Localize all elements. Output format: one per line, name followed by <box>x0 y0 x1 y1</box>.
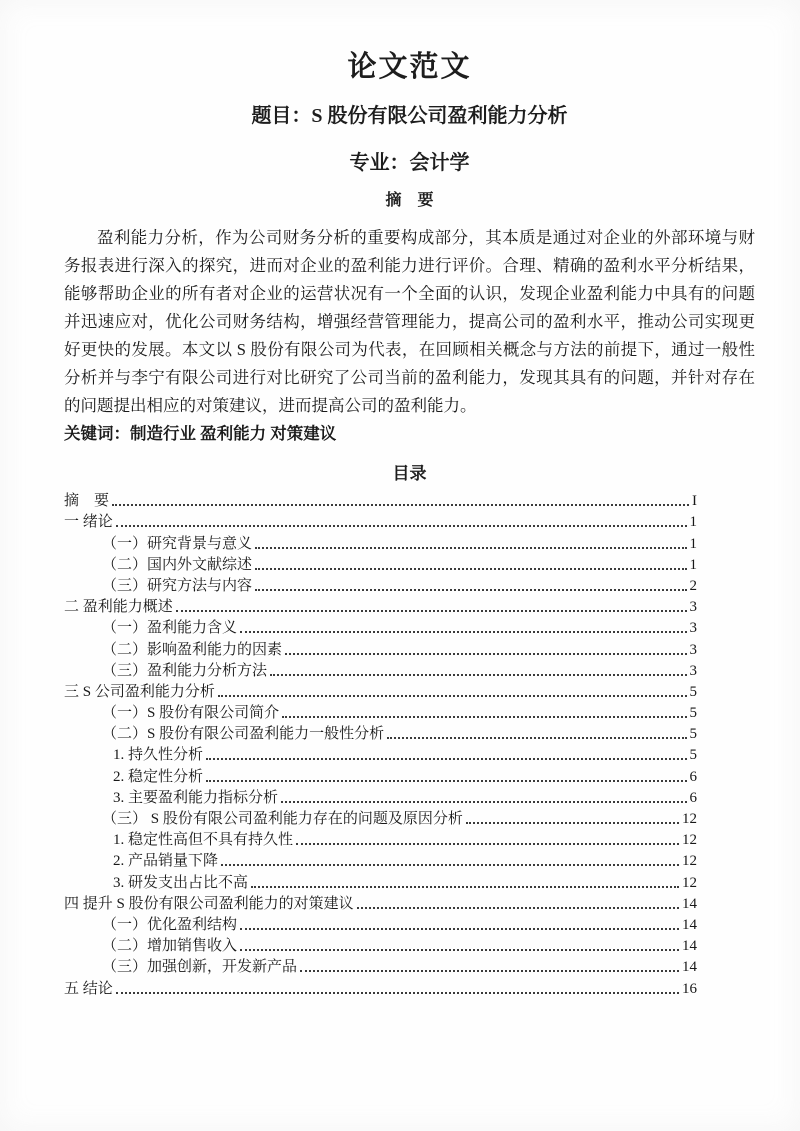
toc-page-number: 3 <box>689 620 697 637</box>
toc-entry <box>64 850 697 871</box>
toc-dot-leader <box>116 525 687 527</box>
toc-page-number: 5 <box>689 747 697 764</box>
toc-entry-label: 2. 产品销量下降 <box>113 853 219 870</box>
thesis-topic-line: 题目：S 股份有限公司盈利能力分析 <box>251 105 568 127</box>
toc-page-number: 1 <box>689 514 697 531</box>
toc-dot-leader <box>281 801 686 803</box>
toc-page-number: 2 <box>689 577 697 594</box>
toc-entry <box>64 660 697 681</box>
toc-dot-leader <box>387 737 686 739</box>
toc-entry-label: 一 绪论 <box>64 514 113 531</box>
toc-dot-leader <box>206 758 686 760</box>
toc-page-number: 14 <box>682 959 697 976</box>
toc-dot-leader <box>255 547 686 549</box>
toc-entry-label: （二）影响盈利能力的因素 <box>102 641 283 658</box>
toc-entry <box>64 681 697 702</box>
toc-dot-leader <box>206 780 686 782</box>
abstract-heading: 摘 要 <box>385 192 434 209</box>
toc-dot-leader <box>357 907 679 909</box>
toc-entry-label: （一）研究背景与意义 <box>102 535 253 552</box>
toc-entry-label: （三）盈利能力分析方法 <box>102 662 268 679</box>
toc-heading: 目录 <box>392 464 427 483</box>
toc-page-number: 12 <box>682 832 697 849</box>
toc-dot-leader <box>240 949 679 951</box>
toc-dot-leader <box>285 653 686 655</box>
toc-entry <box>64 744 697 765</box>
toc-entry <box>64 596 697 617</box>
toc-entry-label: （二）增加销售收入 <box>102 938 238 955</box>
toc-entry-label: 二 盈利能力概述 <box>64 599 173 616</box>
toc-entry-label: （三）加强创新，开发新产品 <box>102 959 298 976</box>
toc-entry <box>64 723 697 744</box>
toc-dot-leader <box>218 695 687 697</box>
toc-dot-leader <box>466 822 679 824</box>
toc-page-number: 3 <box>689 599 697 616</box>
toc-entry <box>64 532 697 553</box>
toc-page-number: 5 <box>689 726 697 743</box>
toc-entry-label: 1. 持久性分析 <box>113 747 204 764</box>
toc-dot-leader <box>240 631 686 633</box>
toc-list <box>64 490 697 999</box>
document-title: 论文范文 <box>347 51 472 83</box>
toc-dot-leader <box>296 843 679 845</box>
toc-entry <box>64 511 697 532</box>
toc-dot-leader <box>270 674 686 676</box>
toc-entry <box>64 935 697 956</box>
toc-entry <box>64 575 697 596</box>
toc-entry <box>64 490 697 511</box>
toc-entry <box>64 893 697 914</box>
toc-entry-label: （三） S 股份有限公司盈利能力存在的问题及原因分析 <box>102 811 463 827</box>
toc-page-number: 6 <box>689 789 697 806</box>
toc-dot-leader <box>112 504 689 506</box>
toc-dot-leader <box>221 864 679 866</box>
keywords-line: 关键词：制造行业 盈利能力 对策建议 <box>64 424 337 443</box>
toc-entry-label: （二）S 股份有限公司盈利能力一般性分析 <box>102 726 385 743</box>
toc-entry-label: 3. 主要盈利能力指标分析 <box>113 789 279 806</box>
toc-dot-leader <box>255 568 686 570</box>
toc-entry-label: 2. 稳定性分析 <box>113 768 204 785</box>
toc-page-number: 5 <box>689 683 697 700</box>
toc-entry-label: （二）国内外文献综述 <box>102 556 253 573</box>
toc-entry <box>64 871 697 892</box>
toc-entry <box>64 765 697 786</box>
toc-dot-leader <box>251 886 679 888</box>
document-content <box>64 50 755 485</box>
major-line: 专业：会计学 <box>349 152 470 174</box>
toc-entry <box>64 554 697 575</box>
toc-page-number: I <box>692 493 697 510</box>
toc-entry-label: 摘 要 <box>64 493 110 510</box>
toc-entry-label: （一）盈利能力含义 <box>102 620 238 637</box>
toc-page-number: 14 <box>682 895 697 912</box>
toc-entry-label: 3. 研发支出占比不高 <box>113 874 249 891</box>
toc-entry-label: 三 S 公司盈利能力分析 <box>64 683 215 700</box>
toc-entry <box>64 638 697 659</box>
toc-dot-leader <box>116 992 679 994</box>
toc-entry <box>64 808 697 829</box>
toc-entry <box>64 617 697 638</box>
toc-page-number: 3 <box>689 641 697 658</box>
toc-entry-label: （三）研究方法与内容 <box>102 577 253 594</box>
toc-entry-label: 五 结论 <box>64 980 113 997</box>
toc-entry <box>64 914 697 935</box>
toc-page-number: 14 <box>682 916 697 933</box>
toc-entry <box>64 787 697 808</box>
toc-page-number: 6 <box>689 768 697 785</box>
toc-entry-label: （一）S 股份有限公司简介 <box>102 705 280 722</box>
toc-page-number: 12 <box>682 853 697 870</box>
toc-entry-label: （一）优化盈利结构 <box>102 916 238 933</box>
abstract-paragraph: 盈利能力分析，作为公司财务分析的重要构成部分，其本质是通过对企业的外部环境与财务报表进行深入的探究，进而对企业的盈利能力进行评价。合理、精确的盈利水平分析结果，能够帮助企业的所有者对企业的运营状况有一个全面的认识，发现企业盈利能力中具有的问题并迅速应对，优化公司财务结构，增强经营管理能力，提高公司的盈利水平，推动公司实现更好更快的发展。本文以 S 股份有限公司为代表，在回顾相关概念与方法的前提下，通过一般性分析并与李宁有限公司进行对比研究了公司当前的盈利能力，发现其具有的问题，并针对存在的问题提出相应的对策建议，进而提高公司的盈利能力。 <box>64 228 755 415</box>
toc-page-number: 1 <box>689 556 697 573</box>
toc-dot-leader <box>282 716 686 718</box>
toc-page-number: 1 <box>689 535 697 552</box>
toc-entry <box>64 977 697 998</box>
toc-dot-leader <box>255 589 686 591</box>
toc-dot-leader <box>176 610 687 612</box>
toc-dot-leader <box>300 970 679 972</box>
toc-page-number: 5 <box>689 705 697 722</box>
toc-entry-label: 四 提升 S 股份有限公司盈利能力的对策建议 <box>64 895 354 912</box>
toc-page-number: 12 <box>682 874 697 891</box>
toc-entry <box>64 829 697 850</box>
toc-page-number: 14 <box>682 938 697 955</box>
toc-entry-label: 1. 稳定性高但不具有持久性 <box>113 832 294 849</box>
toc-page-number: 3 <box>689 662 697 679</box>
toc-dot-leader <box>240 928 679 930</box>
toc-page-number: 16 <box>682 980 697 997</box>
toc-page-number: 12 <box>682 811 697 827</box>
toc-entry <box>64 702 697 723</box>
toc-entry <box>64 956 697 977</box>
